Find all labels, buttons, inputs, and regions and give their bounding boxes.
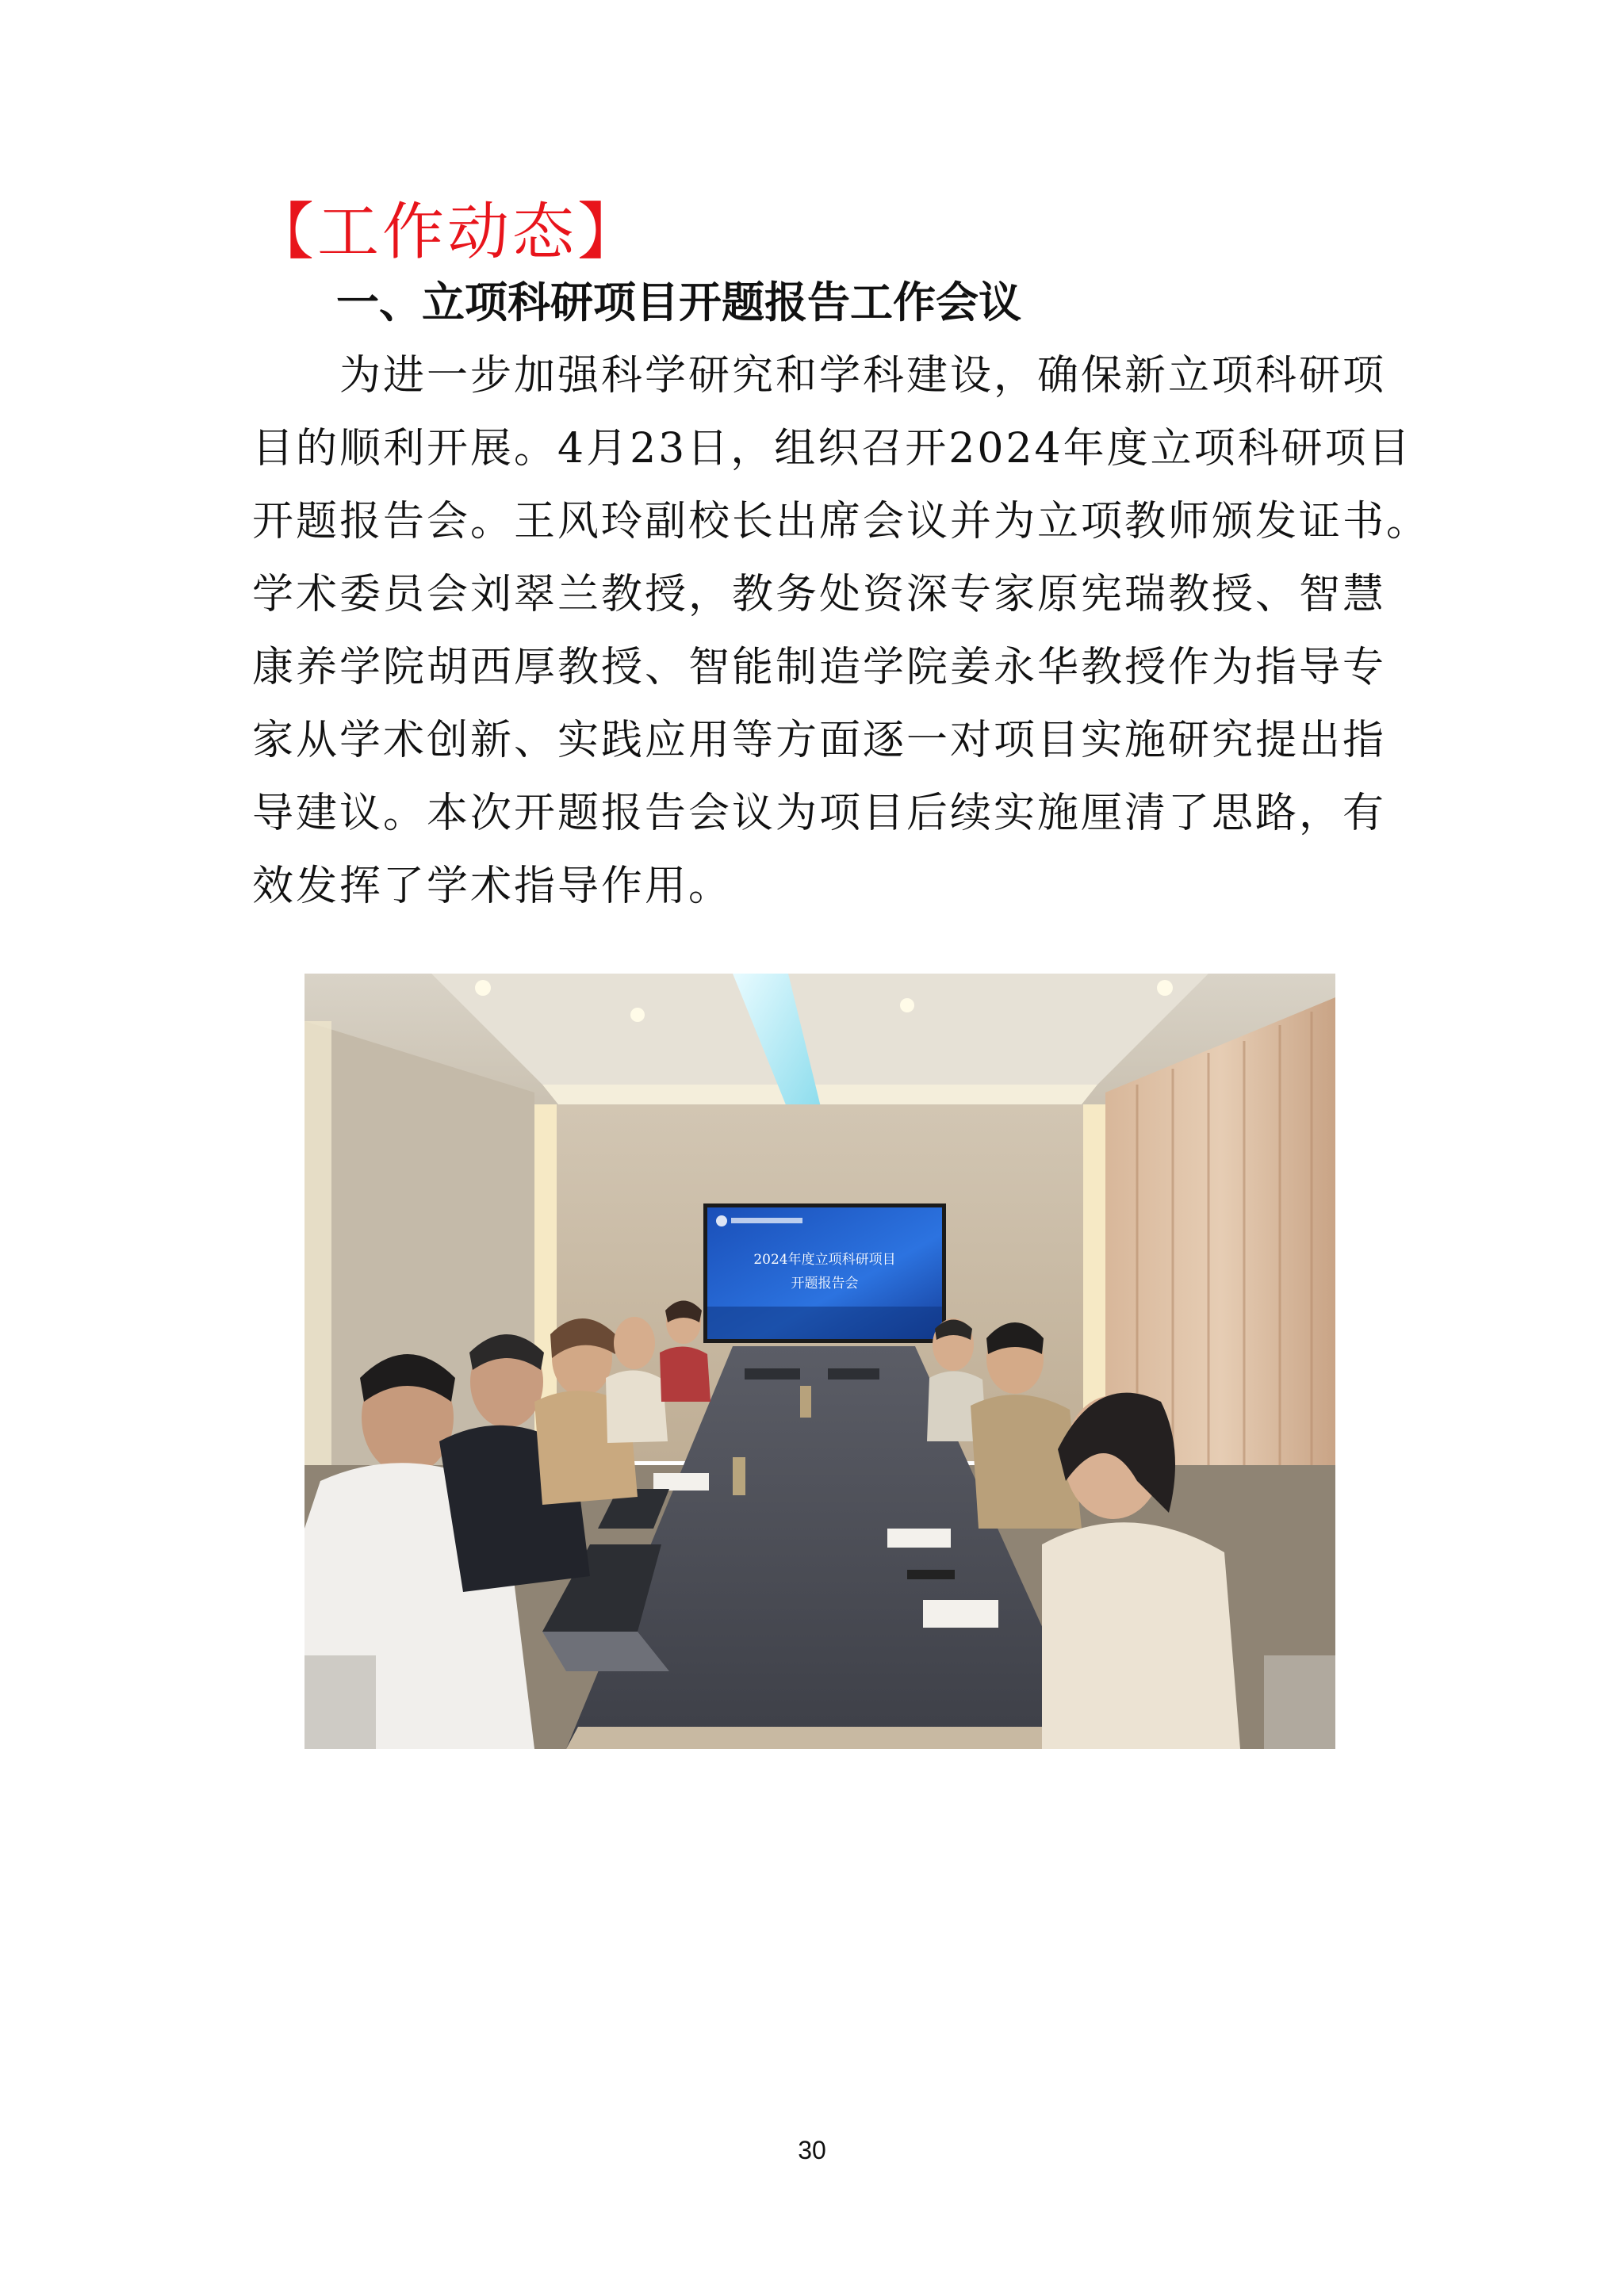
paragraph-line-1: 为进一步加强科学研究和学科建设，确保新立项科研项 [252,352,1387,400]
paragraph-line-5: 康养学院胡西厚教授、智能制造学院姜永华教授作为指导专 [252,644,1387,691]
paragraph-line-8: 效发挥了学术指导作用。 [252,863,733,910]
paragraph-line-4: 学术委员会刘翠兰教授，教务处资深专家原宪瑞教授、智慧 [252,571,1387,618]
meeting-photo [304,974,1335,1749]
paragraph-line-3: 开题报告会。王风玲副校长出席会议并为立项教师颁发证书。 [252,498,1431,545]
paragraph-line-6: 家从学术创新、实践应用等方面逐一对项目实施研究提出指 [252,717,1387,764]
article-heading: 一、立项科研项目开题报告工作会议 [336,277,1021,327]
paragraph-line-7: 导建议。本次开题报告会议为项目后续实施厘清了思路，有 [252,790,1387,837]
section-title: 【工作动态】 [252,197,643,268]
screen-title: 2024年度立项科研项目 [753,1252,896,1268]
screen-subtitle: 开题报告会 [791,1276,859,1292]
paragraph-line-2: 目的顺利开展。4月23日，组织召开2024年度立项科研项目 [252,425,1412,473]
article-body [252,339,1431,923]
page-number: 30 [798,2136,826,2164]
